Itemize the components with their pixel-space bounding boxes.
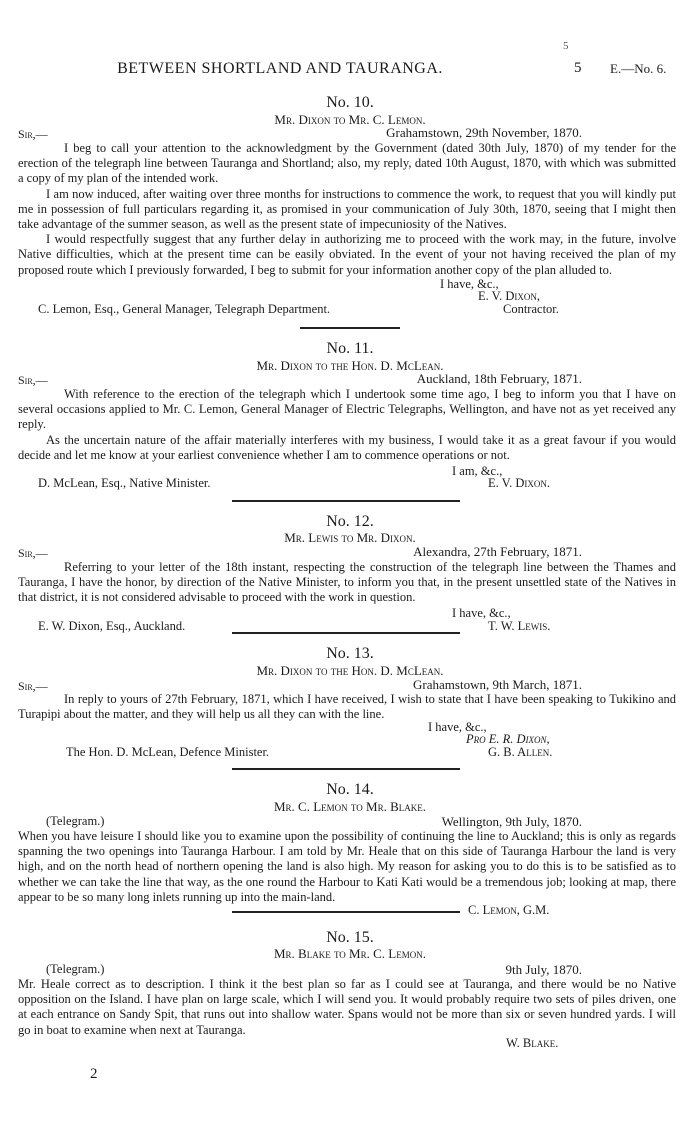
- signature-secondary: G. B. Allen.: [488, 745, 553, 759]
- letter-body: [18, 141, 676, 278]
- letter-from-to: Mr. Lewis to Mr. Dixon.: [284, 530, 416, 545]
- place-date: 9th July, 1870.: [505, 962, 582, 977]
- letter-body: [18, 977, 676, 1038]
- paragraph: I am now induced, after waiting over three months for instructions to commence the work, to request that you will kindly put me in possession of full particulars regarding it, as promised in your communication of July 30th, 1870, seeing that I might then take advantage of the summer season, as well as the present state of impecuniosity of the Natives.: [18, 186, 676, 232]
- letter-body: [18, 829, 676, 905]
- salutation: Sir,—: [18, 127, 48, 141]
- telegram-marker: (Telegram.): [46, 814, 105, 828]
- addressee: D. McLean, Esq., Native Minister.: [38, 476, 211, 490]
- place-date: Wellington, 9th July, 1870.: [441, 814, 582, 829]
- signature-mark: 2: [90, 1066, 98, 1082]
- paragraph: When you have leisure I should like you to examine upon the possibility of continuing the line to Auckland; this is only as regards spanning the two openings into Tauranga Harbour. I am told by Mr. Heale that on this side of Tauranga Harbour the land is very high, and on the north head of northern opening the land is also high. My reason for asking you to do this is to be satisfied as to whether we can take the line that way, as the one round the Harbour to Kati Kati would be a tremendous job; looking at map, there appear to be so many long inlets running up into the main-land.: [18, 829, 676, 904]
- salutation: Sir,—: [18, 373, 48, 387]
- letter-number: No. 13.: [326, 645, 374, 662]
- top-page-number: 5: [563, 40, 569, 52]
- letter-number: No. 10.: [326, 94, 374, 111]
- letter-number: No. 15.: [326, 929, 374, 946]
- letter-body: [18, 387, 676, 463]
- letter-from-to: Mr. Dixon to the Hon. D. McLean.: [256, 358, 444, 373]
- paragraph: Referring to your letter of the 18th instant, respecting the construction of the telegraph line between the Thames and Tauranga, I have the honor, by direction of the Native Minister, to inform you that, in the present unsettled state of the Natives in that district, it is not considered advisable to proceed with the work in question.: [18, 560, 676, 605]
- place-date: Grahamstown, 29th November, 1870.: [386, 125, 582, 140]
- signature: T. W. Lewis.: [488, 619, 551, 633]
- section-divider: [232, 632, 460, 634]
- paragraph: I would respectfully suggest that any further delay in authorizing me to proceed with the work may, in the future, involve Native difficulties, which at the present time can be easily obviated. In the event of your not having received the plan of my proposed route which I previously forwarded, I beg to submit for your information another copy of the plan alluded to.: [18, 232, 676, 277]
- addressee: C. Lemon, Esq., General Manager, Telegraph Department.: [38, 302, 331, 316]
- closing: I have, &c.,: [428, 720, 487, 734]
- document-reference: E.—No. 6.: [610, 61, 667, 76]
- letter-number: No. 12.: [326, 513, 374, 530]
- telegram-marker: (Telegram.): [46, 962, 105, 976]
- header-page-number: 5: [574, 60, 582, 76]
- letter-from-to: Mr. Dixon to Mr. C. Lemon.: [274, 112, 426, 127]
- closing: I am, &c.,: [452, 464, 503, 478]
- signature-title: Contractor.: [503, 302, 559, 316]
- signature: E. V. Dixon.: [488, 476, 550, 490]
- addressee: E. W. Dixon, Esq., Auckland.: [38, 619, 186, 633]
- section-divider: [300, 327, 400, 329]
- paragraph: Mr. Heale correct as to description. I think it the best plan so far as I could see at Tauranga, and there would be no Native opposition on the Island. I have plan on large scale, which I will send you. It would probably require two sets of piles driven, one at each entrance on Sandy Spit, that runs out into shallow water. Spans would not be more than six or seven hundred yards. I will go in boat to examine when next at Tauranga.: [18, 977, 676, 1037]
- place-date: Grahamstown, 9th March, 1871.: [413, 677, 582, 692]
- paragraph: As the uncertain nature of the affair materially interferes with my business, I would take it as a great favour if you would decide and let me know at your earliest convenience whether I am to commence operations or not.: [18, 432, 676, 462]
- signature: Pro E. R. Dixon,: [466, 732, 550, 746]
- letter-body: [18, 560, 676, 606]
- section-divider: [232, 768, 460, 770]
- place-date: Auckland, 18th February, 1871.: [416, 371, 582, 386]
- section-divider: [232, 911, 460, 913]
- paragraph: With reference to the erection of the telegraph which I undertook some time ago, I beg to inform you that I have on several occasions applied to Mr. C. Lemon, General Manager of Electric Telegraphs, Wellington, and have not as yet received any reply.: [18, 387, 676, 432]
- signature: C. Lemon, G.M.: [468, 903, 550, 917]
- place-date: Alexandra, 27th February, 1871.: [413, 544, 582, 559]
- closing: I have, &c.,: [452, 606, 511, 620]
- letter-from-to: Mr. Dixon to the Hon. D. McLean.: [256, 663, 444, 678]
- closing: I have, &c.,: [440, 277, 499, 291]
- letter-from-to: Mr. C. Lemon to Mr. Blake.: [274, 799, 426, 814]
- salutation: Sir,—: [18, 679, 48, 693]
- signature: W. Blake.: [506, 1036, 559, 1050]
- paragraph: In reply to yours of 27th February, 1871, which I have received, I wish to state that I have been speaking to Tukikino and Turapipi about the matter, and they will help us all they can with the line.: [18, 692, 676, 722]
- letter-number: No. 11.: [326, 340, 374, 357]
- letter-number: No. 14.: [326, 781, 374, 798]
- running-header-title: BETWEEN SHORTLAND AND TAURANGA.: [117, 60, 443, 77]
- letter-body: [18, 692, 676, 722]
- section-divider: [232, 500, 460, 502]
- salutation: Sir,—: [18, 546, 48, 560]
- signature: E. V. Dixon,: [478, 289, 540, 303]
- paragraph: I beg to call your attention to the acknowledgment by the Government (dated 30th July, 1870) of my tender for the erection of the telegraph line between Tauranga and Shortland; also, my reply, dated 10th August, 1870, with which was submitted a copy of my plan of the intended work.: [18, 141, 676, 186]
- letter-from-to: Mr. Blake to Mr. C. Lemon.: [274, 946, 426, 961]
- addressee: The Hon. D. McLean, Defence Minister.: [66, 745, 270, 759]
